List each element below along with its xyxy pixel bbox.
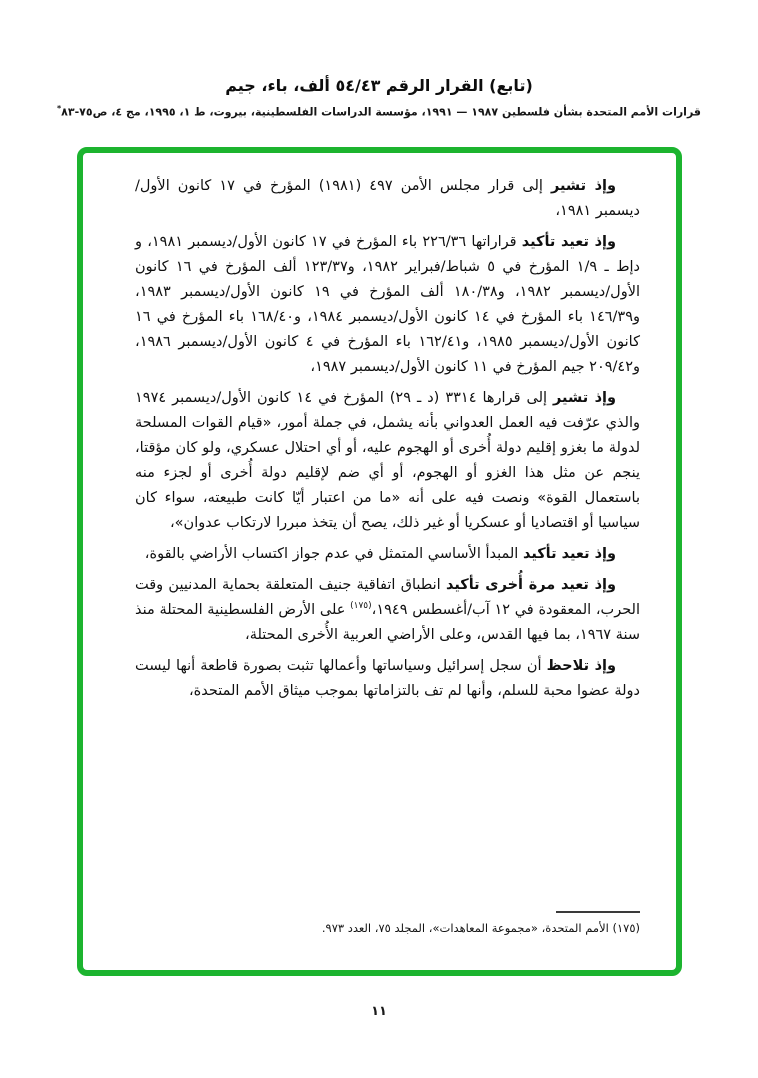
source-citation (0, 104, 758, 119)
source-citation-text: قرارات الأمم المتحدة بشأن فلسطين ١٩٨٧ — ١٩٩١، مؤسسة الدراسات الفلسطينية، بيروت، ط ١، ١٩٩٥، مج ٤، ص٧٥-٨٣ (61, 105, 702, 119)
resolution-frame (77, 147, 682, 976)
paragraph-body: إلى قرارها ٣٣١٤ (د ـ ٢٩) المؤرخ في ١٤ كانون الأول/ديسمبر ١٩٧٤ والذي عرّفت فيه العمل العدواني بأنه يشمل، في جملة أمور، «قيام القوات المسلحة لدولة ما بغزو إقليم دولة أُخرى أو الهجوم عليه، أو أي احتلال عسكري، ولو كان مؤقتا، ينجم عن مثل هذا الغزو أو الهجوم، أو أي ضم لإقليم دولة أُخرى أو لجزء منه باستعمال القوة» ونصت فيه على أنه «ما من اعتبار أيّا كانت طبيعته، سواء كان سياسيا أو اقتصاديا أو عسكريا أو غير ذلك، يصح أن يتخذ مبررا لارتكاب عدوان»، (135, 390, 640, 531)
paragraph-body-continued: على الأرض الفلسطينية المحتلة منذ سنة ١٩٦٧، بما فيها القدس، وعلى الأراضي العربية الأُخرى المحتلة، (135, 602, 640, 643)
preamble-paragraph-5 (135, 573, 640, 648)
preamble-paragraph-1 (135, 174, 640, 224)
footnote-ref-mark: (١٧٥) (350, 601, 372, 612)
preamble-paragraph-3 (135, 386, 640, 536)
paragraph-body: انطباق اتفاقية جنيف المتعلقة بحماية المدنيين وقت الحرب، المعقودة في ١٢ آب/أغسطس ١٩٤٩، (135, 577, 641, 618)
paragraph-lead: وإذ تعيد تأكيد (522, 546, 616, 562)
paragraph-body: قراراتها ٢٢٦/٣٦ باء المؤرخ في ١٧ كانون الأول/ديسمبر ١٩٨١، و دإط ـ ١/٩ المؤرخ في ٥ شباط/فبراير ١٩٨٢، و١٢٣/٣٧ ألف المؤرخ في ١٦ كانون الأول/ديسمبر ١٩٨٢، و١٨٠/٣٨ ألف المؤرخ في ١٩ كانون الأول/ديسمبر ١٩٨٣، و١٤٦/٣٩ باء المؤرخ في ١٤ كانون الأول/ديسمبر ١٩٨٤، و١٦٨/٤٠ باء المؤرخ في ١٦ كانون الأول/ديسمبر ١٩٨٥، و١٦٢/٤١ باء المؤرخ في ٤ كانون الأول/ديسمبر ١٩٨٦، و٢٠٩/٤٢ جيم المؤرخ في ١١ كانون الأول/ديسمبر ١٩٨٧، (135, 234, 641, 375)
resolution-text (83, 153, 676, 970)
source-note-mark: * (56, 104, 62, 113)
footnote-separator (556, 911, 640, 913)
preamble-paragraph-6 (135, 654, 640, 704)
preamble-paragraph-2 (135, 230, 640, 380)
footnote (135, 911, 640, 936)
footnote-text: (١٧٥) الأمم المتحدة، «مجموعة المعاهدات»، المجلد ٧٥، العدد ٩٧٣. (321, 921, 640, 935)
paragraph-body: المبدأ الأساسي المتمثل في عدم جواز اكتساب الأراضي بالقوة، (144, 546, 523, 562)
page-title: (تابع) القرار الرقم ٥٤/٤٣ ألف، باء، جيم (225, 76, 533, 95)
preamble-paragraph-4 (135, 542, 640, 567)
paragraph-lead: وإذ تشير (550, 178, 616, 194)
paragraph-body: أن سجل إسرائيل وسياساتها وأعمالها تثبت بصورة قاطعة أنها ليست دولة عضوا محبة للسلم، وأنها لم تف بالتزاماتها بموجب ميثاق الأمم المتحدة، (135, 658, 640, 699)
paragraph-lead: وإذ تعيد مرة أُخرى تأكيد (445, 577, 616, 593)
page-number: ١١ (371, 1004, 387, 1019)
paragraph-lead: وإذ تعيد تأكيد (521, 234, 616, 250)
paragraph-lead: وإذ تشير (553, 390, 616, 406)
paragraph-lead: وإذ تلاحظ (546, 658, 617, 674)
paragraph-body: إلى قرار مجلس الأمن ٤٩٧ (١٩٨١) المؤرخ في ١٧ كانون الأول/ديسمبر ١٩٨١، (135, 178, 640, 219)
document-header (0, 76, 758, 119)
